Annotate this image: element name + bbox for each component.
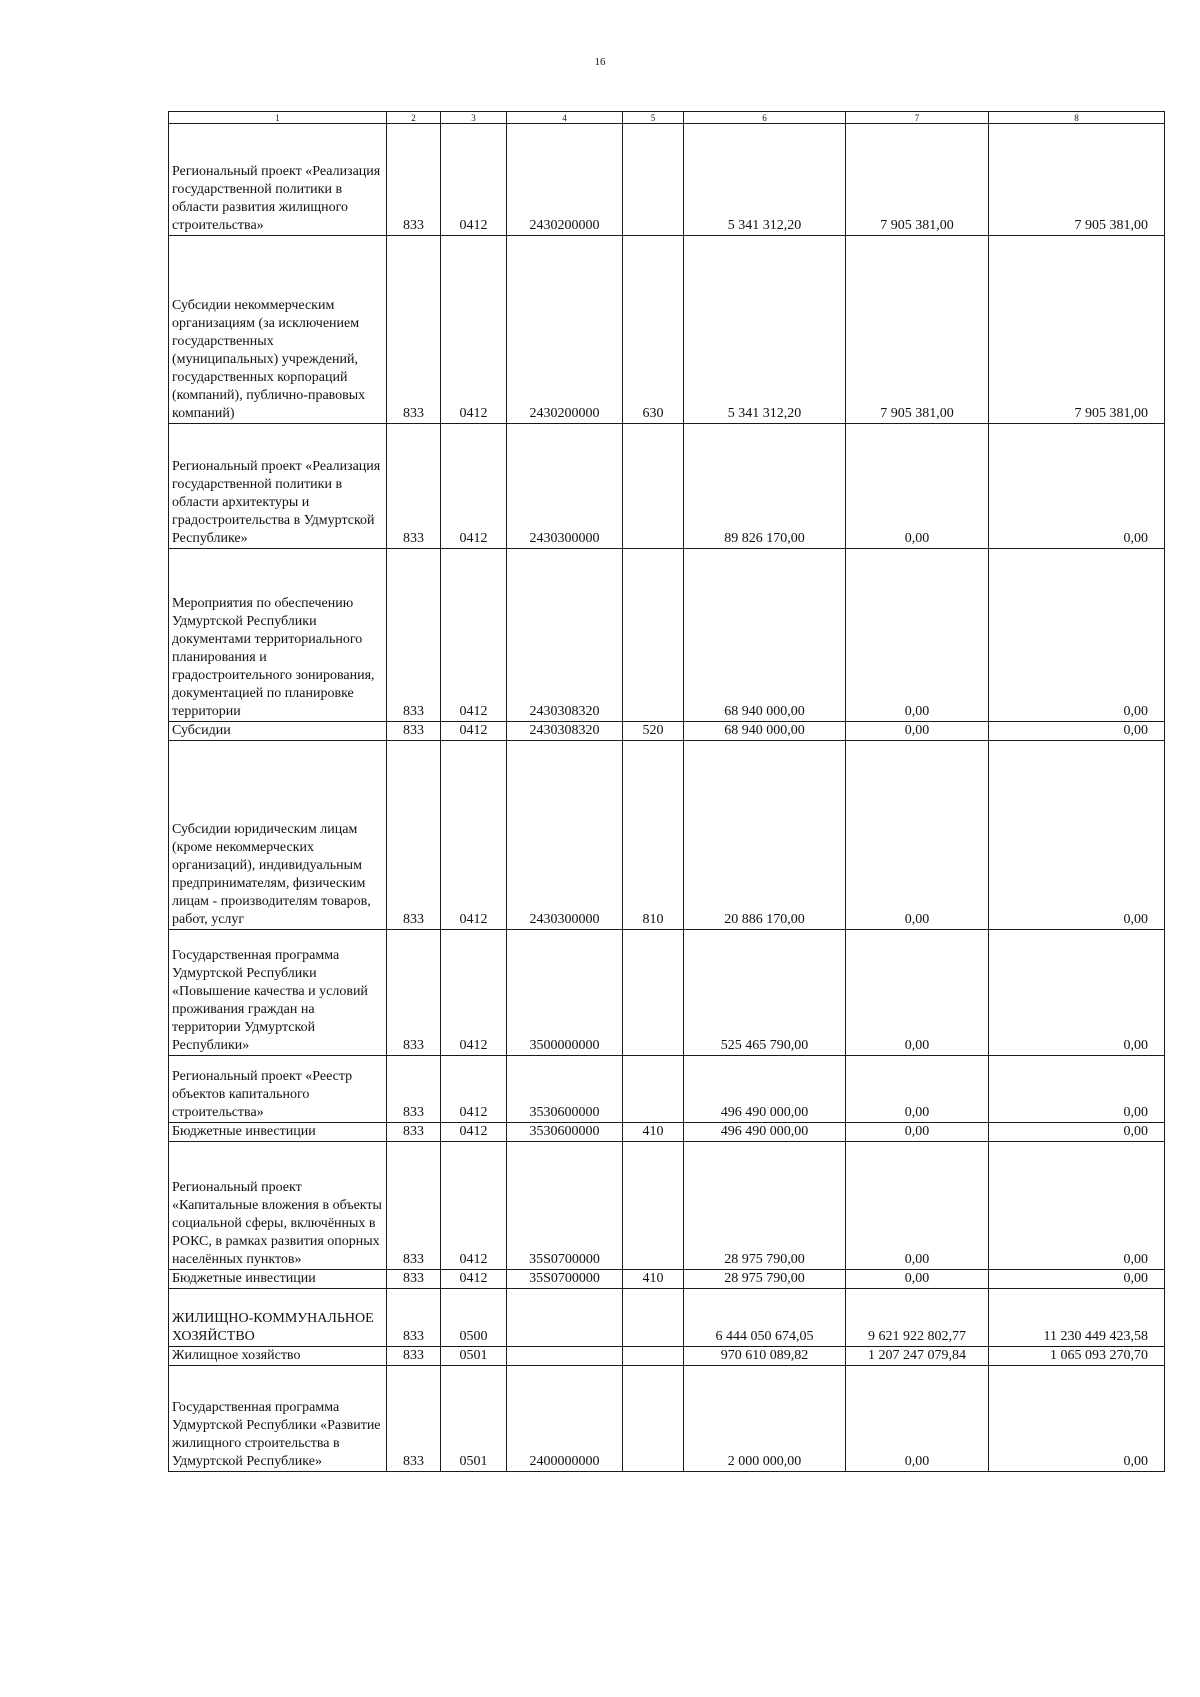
ministry-code: 833 bbox=[387, 741, 441, 930]
section-code: 0412 bbox=[441, 1123, 507, 1142]
amount-col-7: 0,00 bbox=[846, 930, 989, 1056]
row-name: Субсидии юридическим лицам (кроме некоммерческих организаций), индивидуальным предпринимателям, физическим лицам - производителям товаров, работ, услуг bbox=[169, 741, 387, 930]
amount-col-8: 0,00 bbox=[989, 1366, 1165, 1472]
table-row bbox=[169, 549, 1165, 722]
target-article-code: 35S0700000 bbox=[507, 1270, 623, 1289]
target-article-code: 2400000000 bbox=[507, 1366, 623, 1472]
amount-col-8: 0,00 bbox=[989, 424, 1165, 549]
expense-type-code bbox=[623, 1142, 684, 1270]
row-name: Региональный проект «Реализация государственной политики в области развития жилищного строительства» bbox=[169, 124, 387, 236]
row-name: ЖИЛИЩНО-КОММУНАЛЬНОЕ ХОЗЯЙСТВО bbox=[169, 1289, 387, 1347]
amount-col-6: 5 341 312,20 bbox=[684, 124, 846, 236]
amount-col-6: 6 444 050 674,05 bbox=[684, 1289, 846, 1347]
ministry-code: 833 bbox=[387, 1123, 441, 1142]
amount-col-6: 5 341 312,20 bbox=[684, 236, 846, 424]
column-number: 8 bbox=[989, 112, 1165, 124]
amount-col-6: 89 826 170,00 bbox=[684, 424, 846, 549]
section-code: 0412 bbox=[441, 930, 507, 1056]
amount-col-7: 0,00 bbox=[846, 1142, 989, 1270]
expense-type-code: 630 bbox=[623, 236, 684, 424]
section-code: 0501 bbox=[441, 1366, 507, 1472]
amount-col-6: 496 490 000,00 bbox=[684, 1123, 846, 1142]
amount-col-8: 0,00 bbox=[989, 549, 1165, 722]
page-number: 16 bbox=[594, 56, 606, 68]
amount-col-8: 11 230 449 423,58 bbox=[989, 1289, 1165, 1347]
column-number: 3 bbox=[441, 112, 507, 124]
ministry-code: 833 bbox=[387, 124, 441, 236]
target-article-code: 2430300000 bbox=[507, 741, 623, 930]
amount-col-8: 0,00 bbox=[989, 1270, 1165, 1289]
expense-type-code bbox=[623, 1056, 684, 1123]
column-number: 2 bbox=[387, 112, 441, 124]
amount-col-7: 9 621 922 802,77 bbox=[846, 1289, 989, 1347]
row-name: Региональный проект «Капитальные вложения в объекты социальной сферы, включённых в РОКС, в рамках развития опорных населённых пунктов» bbox=[169, 1142, 387, 1270]
section-code: 0501 bbox=[441, 1347, 507, 1366]
row-name: Бюджетные инвестиции bbox=[169, 1123, 387, 1142]
target-article-code: 2430308320 bbox=[507, 549, 623, 722]
amount-col-8: 0,00 bbox=[989, 741, 1165, 930]
column-number: 7 bbox=[846, 112, 989, 124]
section-code: 0412 bbox=[441, 124, 507, 236]
expense-type-code bbox=[623, 124, 684, 236]
expense-type-code: 520 bbox=[623, 722, 684, 741]
table-row bbox=[169, 722, 1165, 741]
target-article-code: 3500000000 bbox=[507, 930, 623, 1056]
amount-col-8: 1 065 093 270,70 bbox=[989, 1347, 1165, 1366]
row-name: Мероприятия по обеспечению Удмуртской Республики документами территориального планирования и градостроительного зонирования, документацией по планировке территории bbox=[169, 549, 387, 722]
amount-col-8: 0,00 bbox=[989, 1142, 1165, 1270]
row-name: Государственная программа Удмуртской Республики «Повышение качества и условий проживания граждан на территории Удмуртской Республики» bbox=[169, 930, 387, 1056]
amount-col-7: 0,00 bbox=[846, 1366, 989, 1472]
target-article-code bbox=[507, 1347, 623, 1366]
budget-table bbox=[168, 111, 1165, 1472]
section-code: 0412 bbox=[441, 424, 507, 549]
ministry-code: 833 bbox=[387, 722, 441, 741]
table-row bbox=[169, 424, 1165, 549]
expense-type-code bbox=[623, 549, 684, 722]
table-row bbox=[169, 930, 1165, 1056]
table-row bbox=[169, 1347, 1165, 1366]
amount-col-8: 7 905 381,00 bbox=[989, 124, 1165, 236]
ministry-code: 833 bbox=[387, 1289, 441, 1347]
table-row bbox=[169, 236, 1165, 424]
ministry-code: 833 bbox=[387, 549, 441, 722]
amount-col-7: 0,00 bbox=[846, 549, 989, 722]
section-code: 0412 bbox=[441, 1270, 507, 1289]
table-row bbox=[169, 1289, 1165, 1347]
amount-col-8: 0,00 bbox=[989, 1056, 1165, 1123]
target-article-code: 2430200000 bbox=[507, 124, 623, 236]
target-article-code: 2430308320 bbox=[507, 722, 623, 741]
target-article-code: 2430300000 bbox=[507, 424, 623, 549]
amount-col-6: 496 490 000,00 bbox=[684, 1056, 846, 1123]
amount-col-6: 68 940 000,00 bbox=[684, 722, 846, 741]
expense-type-code: 810 bbox=[623, 741, 684, 930]
row-name: Субсидии некоммерческим организациям (за исключением государственных (муниципальных) учреждений, государственных корпораций (компаний), публично-правовых компаний) bbox=[169, 236, 387, 424]
target-article-code: 35S0700000 bbox=[507, 1142, 623, 1270]
amount-col-6: 28 975 790,00 bbox=[684, 1142, 846, 1270]
amount-col-6: 2 000 000,00 bbox=[684, 1366, 846, 1472]
target-article-code: 3530600000 bbox=[507, 1123, 623, 1142]
amount-col-7: 0,00 bbox=[846, 1123, 989, 1142]
expense-type-code bbox=[623, 1347, 684, 1366]
amount-col-8: 0,00 bbox=[989, 930, 1165, 1056]
target-article-code: 2430200000 bbox=[507, 236, 623, 424]
row-name: Государственная программа Удмуртской Республики «Развитие жилищного строительства в Удмуртской Республике» bbox=[169, 1366, 387, 1472]
ministry-code: 833 bbox=[387, 424, 441, 549]
column-number: 4 bbox=[507, 112, 623, 124]
amount-col-7: 0,00 bbox=[846, 741, 989, 930]
section-code: 0412 bbox=[441, 722, 507, 741]
amount-col-8: 0,00 bbox=[989, 1123, 1165, 1142]
section-code: 0412 bbox=[441, 1056, 507, 1123]
amount-col-8: 7 905 381,00 bbox=[989, 236, 1165, 424]
expense-type-code bbox=[623, 930, 684, 1056]
expense-type-code: 410 bbox=[623, 1270, 684, 1289]
column-number-row bbox=[169, 112, 1165, 124]
ministry-code: 833 bbox=[387, 1056, 441, 1123]
section-code: 0412 bbox=[441, 549, 507, 722]
row-name: Бюджетные инвестиции bbox=[169, 1270, 387, 1289]
amount-col-7: 7 905 381,00 bbox=[846, 236, 989, 424]
row-name: Региональный проект «Реализация государственной политики в области архитектуры и градостроительства в Удмуртской Республике» bbox=[169, 424, 387, 549]
table-row bbox=[169, 1270, 1165, 1289]
section-code: 0412 bbox=[441, 236, 507, 424]
amount-col-7: 0,00 bbox=[846, 1270, 989, 1289]
column-number: 5 bbox=[623, 112, 684, 124]
table-row bbox=[169, 1123, 1165, 1142]
table-row bbox=[169, 1056, 1165, 1123]
section-code: 0500 bbox=[441, 1289, 507, 1347]
row-name: Региональный проект «Реестр объектов капитального строительства» bbox=[169, 1056, 387, 1123]
amount-col-7: 0,00 bbox=[846, 424, 989, 549]
amount-col-7: 0,00 bbox=[846, 1056, 989, 1123]
ministry-code: 833 bbox=[387, 1142, 441, 1270]
ministry-code: 833 bbox=[387, 930, 441, 1056]
expense-type-code bbox=[623, 1366, 684, 1472]
row-name: Субсидии bbox=[169, 722, 387, 741]
row-name: Жилищное хозяйство bbox=[169, 1347, 387, 1366]
table-row bbox=[169, 1142, 1165, 1270]
column-number: 1 bbox=[169, 112, 387, 124]
amount-col-6: 20 886 170,00 bbox=[684, 741, 846, 930]
amount-col-7: 1 207 247 079,84 bbox=[846, 1347, 989, 1366]
amount-col-7: 0,00 bbox=[846, 722, 989, 741]
target-article-code bbox=[507, 1289, 623, 1347]
expense-type-code bbox=[623, 1289, 684, 1347]
expense-type-code: 410 bbox=[623, 1123, 684, 1142]
amount-col-6: 970 610 089,82 bbox=[684, 1347, 846, 1366]
ministry-code: 833 bbox=[387, 1347, 441, 1366]
amount-col-6: 68 940 000,00 bbox=[684, 549, 846, 722]
section-code: 0412 bbox=[441, 741, 507, 930]
amount-col-6: 525 465 790,00 bbox=[684, 930, 846, 1056]
ministry-code: 833 bbox=[387, 236, 441, 424]
table-row bbox=[169, 124, 1165, 236]
table-row bbox=[169, 741, 1165, 930]
column-number: 6 bbox=[684, 112, 846, 124]
expense-type-code bbox=[623, 424, 684, 549]
ministry-code: 833 bbox=[387, 1366, 441, 1472]
section-code: 0412 bbox=[441, 1142, 507, 1270]
table-row bbox=[169, 1366, 1165, 1472]
target-article-code: 3530600000 bbox=[507, 1056, 623, 1123]
amount-col-8: 0,00 bbox=[989, 722, 1165, 741]
ministry-code: 833 bbox=[387, 1270, 441, 1289]
amount-col-6: 28 975 790,00 bbox=[684, 1270, 846, 1289]
amount-col-7: 7 905 381,00 bbox=[846, 124, 989, 236]
